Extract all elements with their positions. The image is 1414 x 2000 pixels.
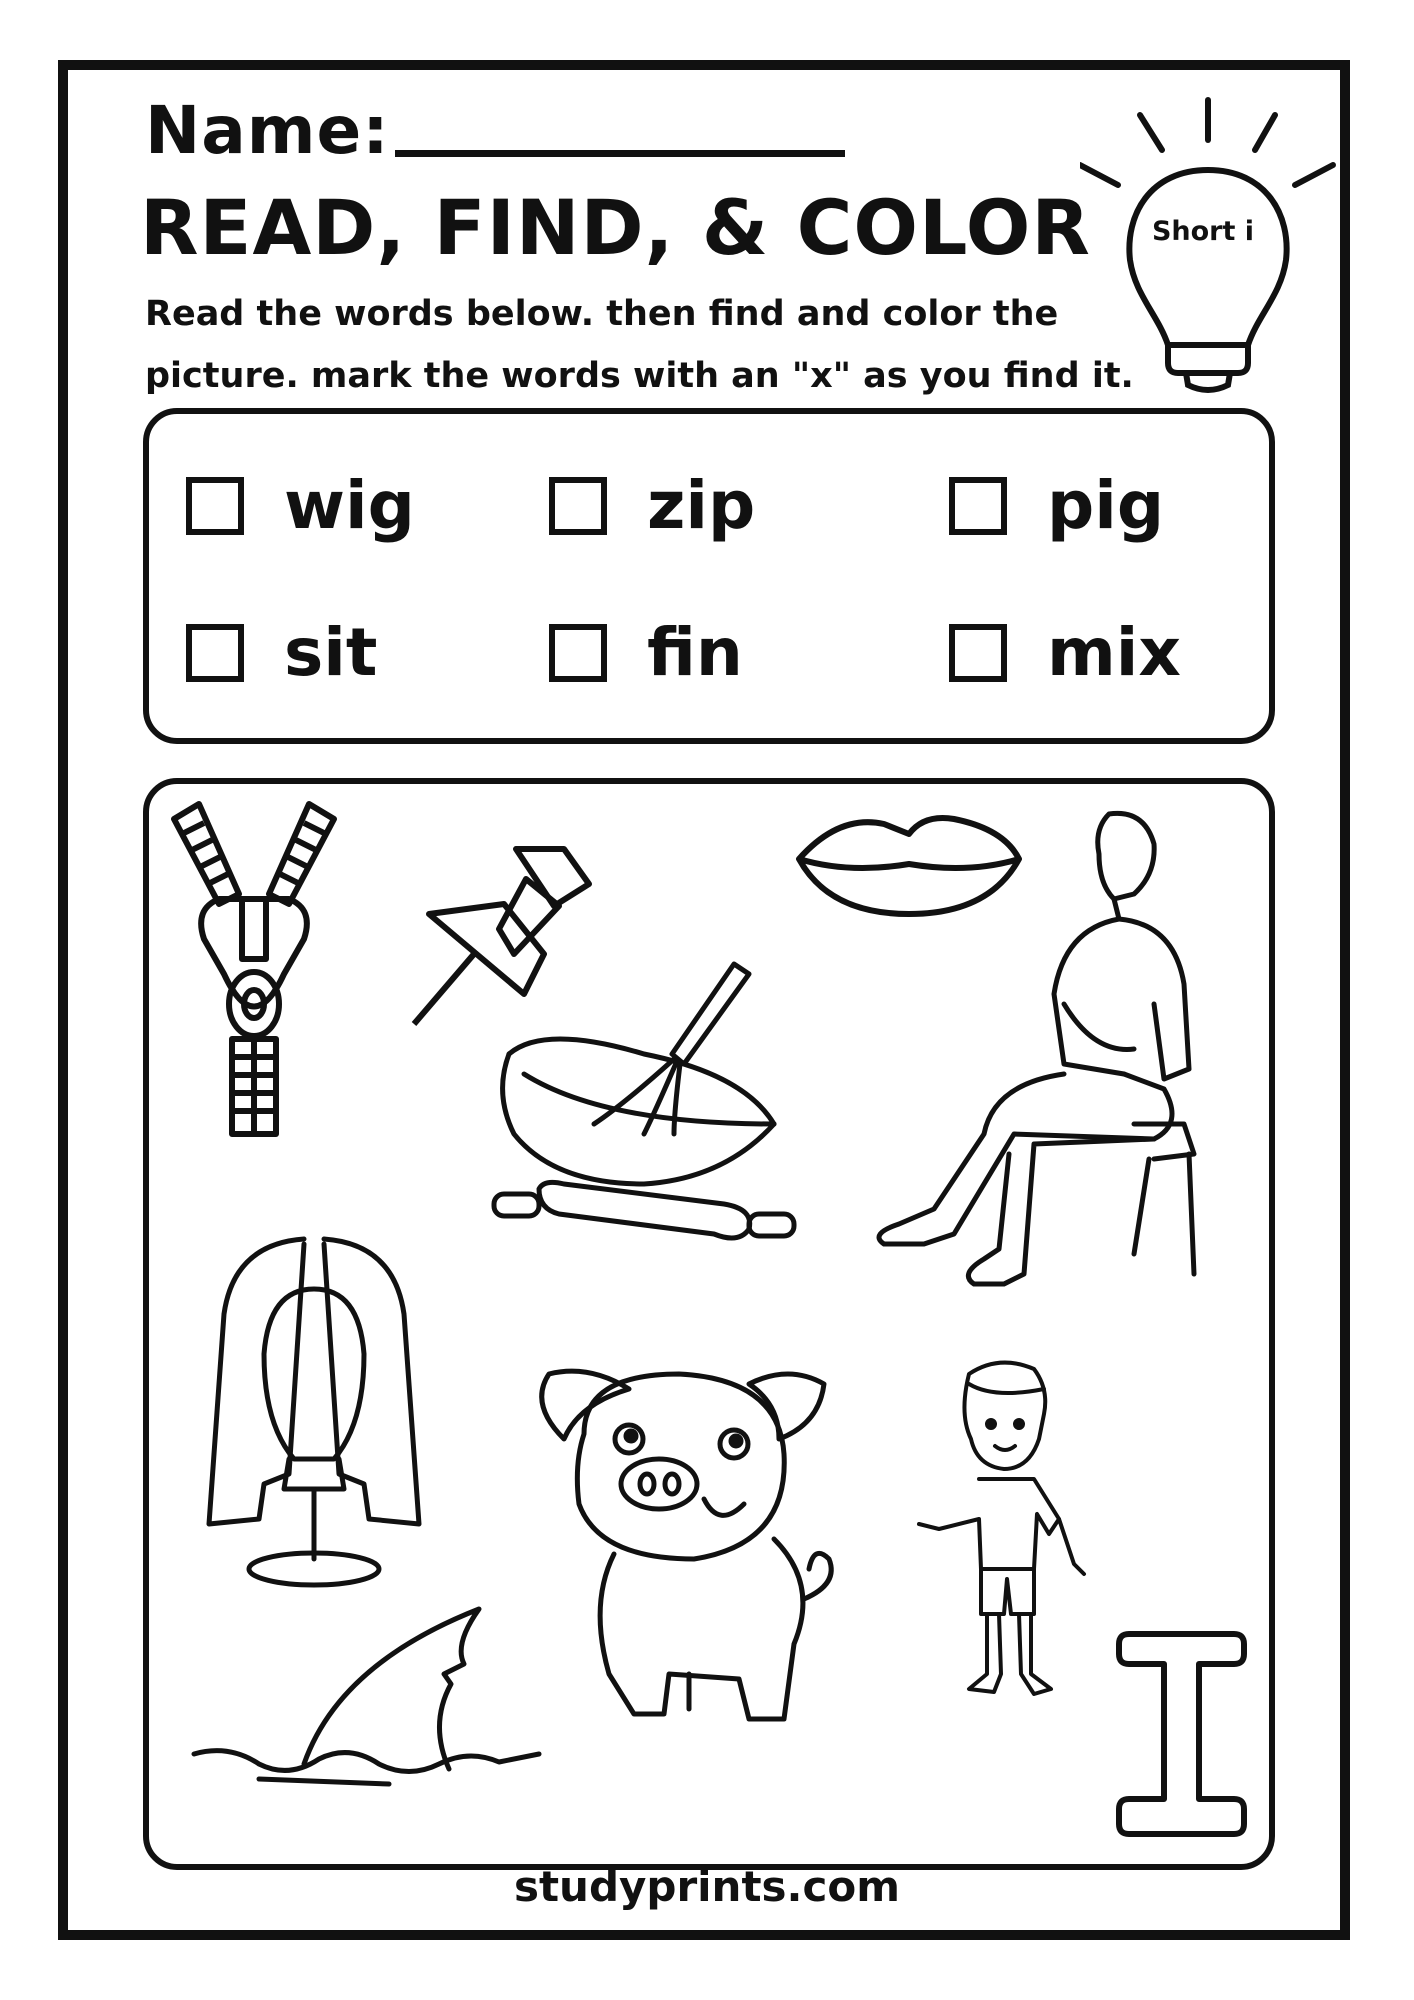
instructions-line-2: picture. mark the words with an "x" as you find it. bbox=[145, 356, 1134, 396]
letter-i-icon[interactable] bbox=[1114, 1629, 1249, 1839]
checkbox[interactable] bbox=[549, 624, 607, 682]
short-i-badge: Short i bbox=[1151, 216, 1255, 247]
word-item-sit[interactable] bbox=[186, 614, 377, 691]
word-item-pig[interactable] bbox=[949, 467, 1164, 544]
word-label: wig bbox=[284, 467, 415, 544]
shark-fin-icon[interactable] bbox=[189, 1604, 559, 1804]
instructions-line-1: Read the words below. then find and color the bbox=[145, 294, 1059, 334]
word-label: sit bbox=[284, 614, 378, 691]
page-title: READ, FIND, & COLOR bbox=[140, 183, 1091, 272]
name-line[interactable] bbox=[395, 150, 845, 157]
zipper-icon[interactable] bbox=[164, 799, 344, 1139]
word-list-box bbox=[143, 408, 1275, 744]
word-label: fin bbox=[647, 614, 743, 691]
checkbox[interactable] bbox=[549, 477, 607, 535]
picture-box bbox=[143, 778, 1275, 1870]
word-item-wig[interactable] bbox=[186, 467, 415, 544]
sitting-man-icon[interactable] bbox=[864, 804, 1214, 1304]
instructions bbox=[145, 283, 1165, 407]
word-label: mix bbox=[1047, 614, 1181, 691]
wig-icon[interactable] bbox=[194, 1224, 454, 1604]
boy-icon[interactable] bbox=[909, 1354, 1109, 1724]
checkbox[interactable] bbox=[949, 624, 1007, 682]
checkbox[interactable] bbox=[186, 477, 244, 535]
word-label: pig bbox=[1047, 467, 1165, 544]
word-item-mix[interactable] bbox=[949, 614, 1181, 691]
word-label: zip bbox=[647, 467, 756, 544]
name-label: Name: bbox=[145, 92, 390, 169]
checkbox[interactable] bbox=[186, 624, 244, 682]
checkbox[interactable] bbox=[949, 477, 1007, 535]
word-item-zip[interactable] bbox=[549, 467, 755, 544]
mixing-bowl-icon[interactable] bbox=[484, 954, 804, 1264]
pig-icon[interactable] bbox=[519, 1344, 909, 1744]
footer-site[interactable]: studyprints.com bbox=[513, 1862, 901, 1911]
word-item-fin[interactable] bbox=[549, 614, 743, 691]
